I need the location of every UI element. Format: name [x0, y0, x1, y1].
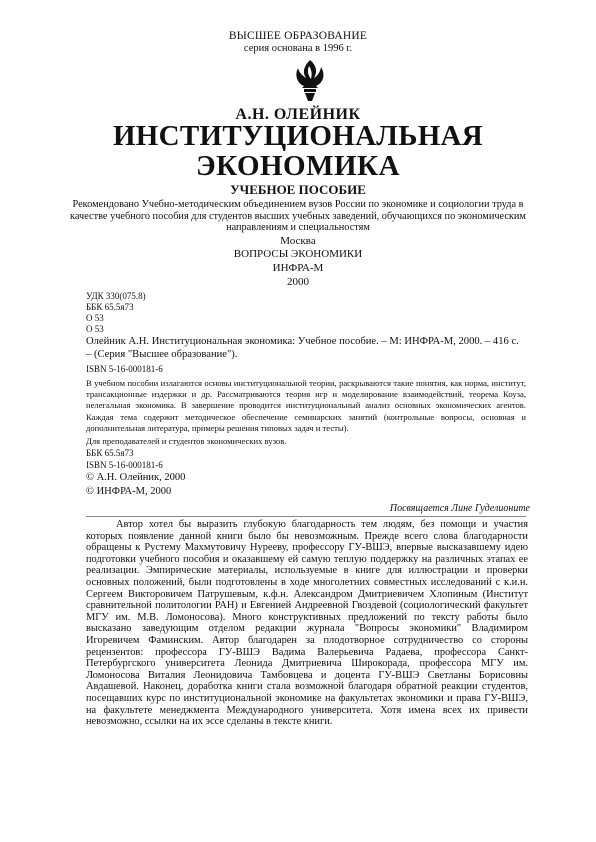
author-sign-b: О 53: [86, 324, 104, 334]
acknowledgement-paragraph: Автор хотел бы выразить глубокую благодарность тем людям, без помощи и участия которых появление данной книги было бы невозможным. Прежде всего слова благодарности обращены к Рустему Махмутовичу Нурееву, профессору ГУ-ВШЭ, впервые высказавшему идею подготовки учебного пособия и оказавшему ей самую теплую поддержку на различных этапах ее реализации. Эмпирические материалы, используемые в книге для иллюстрации и проверки основных положений, были подготовлены в ходе многолетних совместных исследований с к.и.н. Сергеем Викторовичем Патрушевым, к.ф.н. Александром Дмитриевичем Хлопиным (Институт сравнительной политологии РАН) и Евгенией Андреевной Гвоздевой (социологический факультет МГУ им. М.В. Ломоносова). Много конструктивных предложений по тексту работы было высказано заведующим отделом редакции журнала "Вопросы экономики" Владимиром Игоревичем Фаминским. Автор благодарен за плодотворное сотрудничество со стороны рецензентов: профессора ГУ-ВШЭ Вадима Валерьевича Радаева, профессора Санкт-Петербургского университета Леонида Дмитриевича Широкорада, профессора МГУ им. Ломоносова Виталия Леонидовича Тамбовцева и доцента ГУ-ВШЭ Светланы Борисовны Авдашевой. Наконец, доработка книги стала возможной благодаря обратной реакции студентов, посещавших курс по институциональной экономике на факультетах экономики и права ГУ-ВШЭ, на факультете менеджмента Международного университета. Хотя имена всех их привести невозможно, ссылки на их эссе сделаны в тексте книги.: [86, 519, 528, 728]
publication-year: 2000: [287, 276, 309, 288]
divider: [86, 516, 526, 517]
dedication: Посвящается Лине Гуделионите: [389, 503, 530, 514]
series-founded: серия основана в 1996 г.: [243, 43, 353, 54]
isbn-top: ISBN 5-16-000181-6: [86, 364, 163, 374]
copyright-publisher: © ИНФРА-М, 2000: [86, 486, 172, 497]
udk-code: УДК 330(075.8): [86, 291, 146, 301]
book-title-line-1: ИНСТИТУЦИОНАЛЬНАЯ: [112, 120, 484, 152]
bbk-code-bottom: ББК 65.5я73: [86, 448, 134, 458]
book-subtitle: УЧЕБНОЕ ПОСОБИЕ: [230, 182, 366, 197]
copyright-author: © А.Н. Олейник, 2000: [86, 472, 186, 483]
author-name: А.Н. ОЛЕЙНИК: [235, 106, 361, 123]
publisher-journal: ВОПРОСЫ ЭКОНОМИКИ: [233, 248, 363, 260]
series-title: ВЫСШЕЕ ОБРАЗОВАНИЕ: [228, 30, 368, 42]
bibliographic-citation: Олейник А.Н. Институциональная экономика: Учебное пособие. – М: ИНФРА-М, 2000. – 416 с. – (Серия "Высшее образование").: [86, 336, 519, 360]
publisher-logo-icon: [290, 58, 330, 102]
publisher-house: ИНФРА-М: [272, 262, 324, 274]
book-title-line-2: ЭКОНОМИКА: [195, 150, 401, 182]
publisher-city: Москва: [280, 235, 316, 247]
book-abstract: В учебном пособии излагаются основы институциональной теории, раскрываются такие понятия, как норма, институт, трансакционные издержки и др. Рассматриваются теория игр и моделирование взаимодействий, теорема Коуза, нелегальная экономика. В завершение проводится институциональный анализ основных экономических агентов. Каждая тема содержит методическое обеспечение семинарских занятий (контрольные вопросы, основная и дополнительная литература, примеры решения типовых задач и тесты).: [86, 378, 526, 433]
bbk-code: ББК 65.5я73: [86, 302, 134, 312]
target-audience: Для преподавателей и студентов экономических вузов.: [86, 436, 287, 446]
author-sign-a: О 53: [86, 313, 104, 323]
isbn-bottom: ISBN 5-16-000181-6: [86, 460, 163, 470]
recommendation-text: Рекомендовано Учебно-методическим объединением вузов России по экономике и социологии труда в качестве учебного пособия для студентов высших учебных заведений, обучающихся по экономическим направлениям и специальностям: [70, 199, 526, 233]
